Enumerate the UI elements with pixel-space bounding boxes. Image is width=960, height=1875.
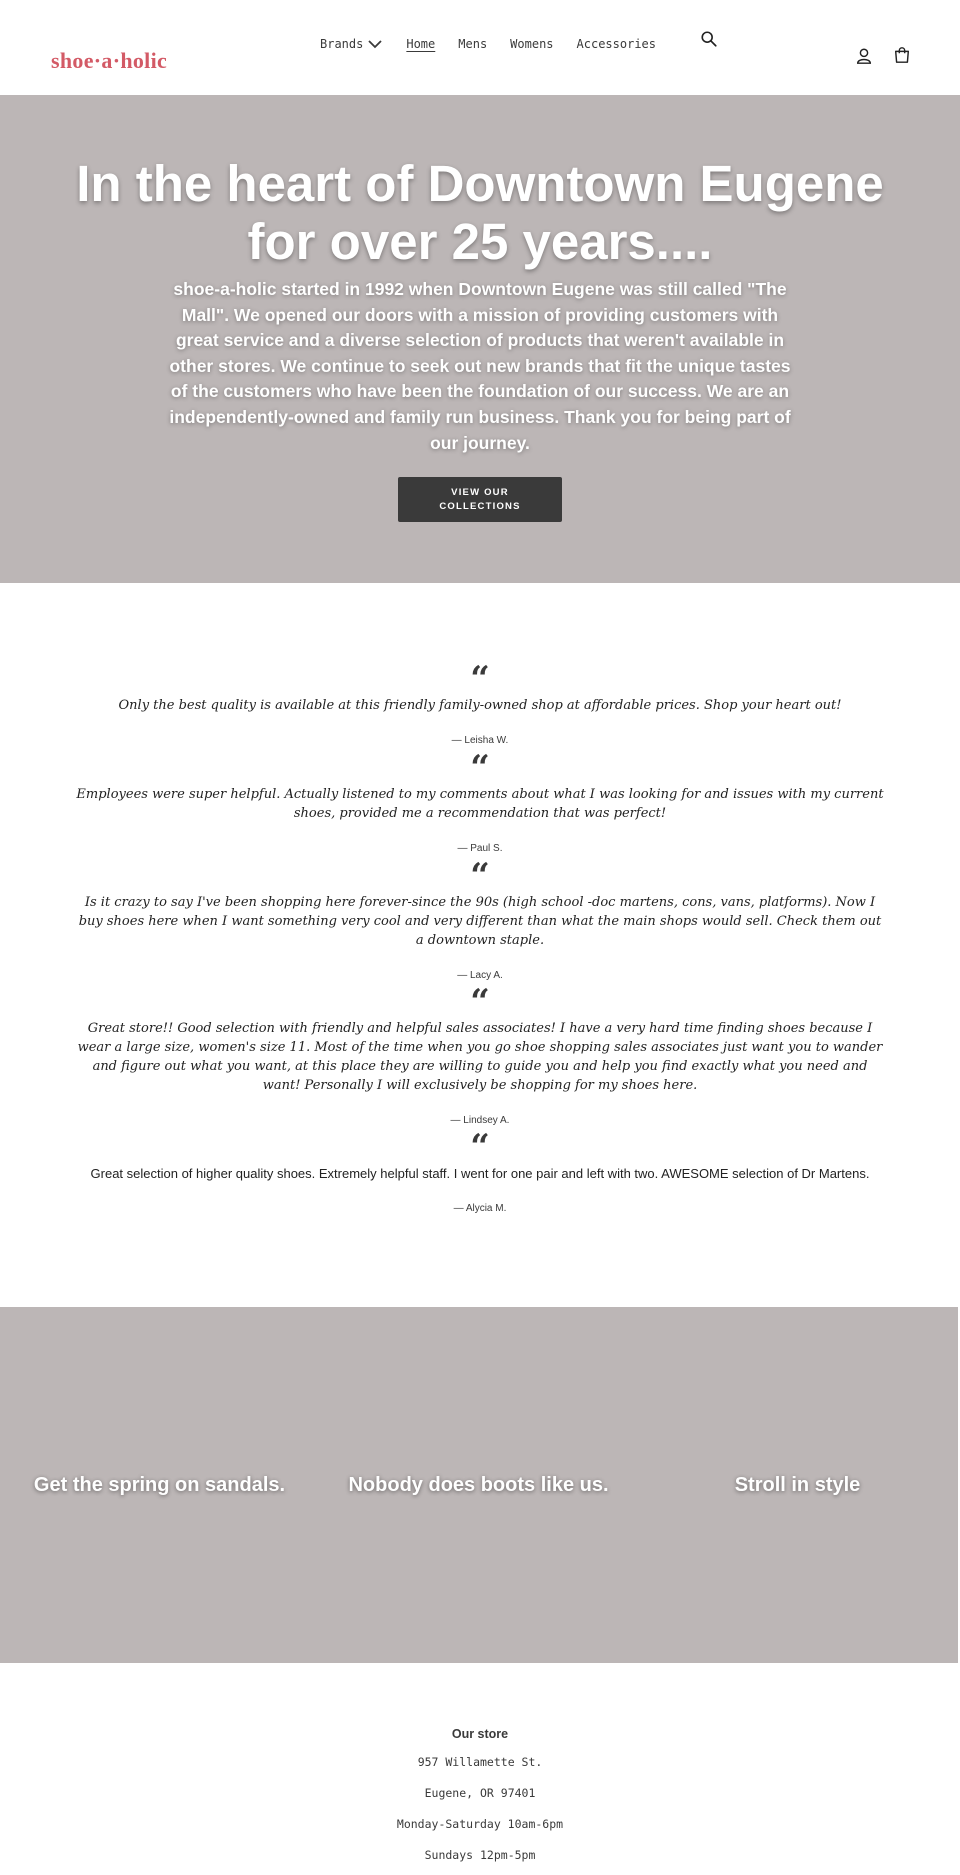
testimonial-text: Only the best quality is available at this friendly family-owned shop at affordable prices. Shop your heart out! [118, 698, 842, 713]
hero-text: shoe-a-holic started in 1992 when Downtown Eugene was still called "The Mall". We opened our doors with a mission of providing customers with great service and a diverse selection of products that weren't available in other stores. We continue to seek out new brands that fit the unique tastes of the customers who have been the foundation of our success. We are an independently-owned and family run business. Thank you for being part of our journey. [169, 279, 791, 453]
nav-item-label: Home [406, 37, 436, 51]
nav-item-label: Womens [510, 37, 554, 51]
main-nav [320, 36, 679, 52]
testimonial-author: — Lindsey A. [450, 1115, 510, 1126]
nav-item-home[interactable] [406, 36, 435, 52]
nav-item-label: Mens [458, 37, 488, 51]
collection-stroll[interactable] [638, 1307, 957, 1663]
hero-banner [0, 95, 960, 583]
nav-item-label: Brands [320, 37, 364, 51]
testimonial [75, 659, 885, 746]
hero-title: In the heart of Downtown Eugene for over 25 years.... [76, 155, 884, 270]
collection-label: Get the spring on sandals. [33, 1473, 286, 1496]
nav-item-womens[interactable] [510, 36, 553, 52]
testimonial-text: Great store!! Good selection with friendly and helpful sales associates! I have a very hard time finding shoes because I wear a large size, women's size 11. Most of the time when you go shoe shopping sales associates just want you to wander and figure out what you want, at this place they are willing to guide you and help you find exactly what you need and want! Personally I will exclusively be shopping for my shoes here. [77, 1021, 883, 1093]
testimonial [75, 982, 885, 1126]
site-header [0, 0, 960, 95]
chevron-down-icon [367, 36, 383, 52]
store-info [0, 1663, 960, 1875]
account-icon[interactable] [855, 47, 873, 65]
search-icon[interactable] [700, 30, 718, 48]
testimonial-author: — Alycia M. [453, 1203, 507, 1214]
testimonial-author: — Lacy A. [457, 970, 503, 981]
collection-sandals[interactable] [0, 1307, 319, 1663]
quote-icon: “ [470, 1127, 490, 1167]
store-title: Our store [451, 1727, 509, 1741]
testimonial-text: Employees were super helpful. Actually listened to my comments about what I was looking for and issues with my current shoes, provided me a recommendation that was perfect! [76, 787, 884, 821]
nav-item-mens[interactable] [458, 36, 487, 52]
quote-icon: “ [470, 748, 490, 788]
store-city: Eugene, OR 97401 [424, 1786, 536, 1800]
testimonials-section [0, 583, 960, 1307]
nav-item-label: Accessories [576, 37, 657, 51]
testimonial-author: — Leisha W. [451, 735, 509, 746]
cart-icon[interactable] [893, 46, 911, 64]
testimonial-text: Great selection of higher quality shoes. Extremely helpful staff. I went for one pair and left with two. AWESOME selection of Dr Martens. [90, 1166, 870, 1181]
testimonial [75, 856, 885, 981]
testimonial [75, 1127, 885, 1214]
collection-label: Stroll in style [734, 1473, 861, 1496]
nav-item-brands[interactable] [320, 36, 383, 52]
view-collections-button[interactable]: VIEW OUR COLLECTIONS [398, 477, 562, 522]
testimonial-author: — Paul S. [457, 843, 503, 854]
quote-icon: “ [470, 982, 490, 1022]
testimonial-text: Is it crazy to say I've been shopping here forever-since the 90s (high school -doc martens, cons, vans, platforms). Now I buy shoes here when I want something very cool and very different than what the main shops would sell. Check them out a downtown staple. [78, 895, 882, 948]
store-address: 957 Willamette St. [417, 1755, 543, 1769]
store-hours-weekday: Monday-Saturday 10am-6pm [396, 1817, 564, 1831]
collection-label: Nobody does boots like us. [348, 1473, 609, 1496]
collection-boots[interactable] [319, 1307, 638, 1663]
store-hours-sunday: Sundays 12pm-5pm [424, 1848, 536, 1862]
quote-icon: “ [470, 659, 490, 699]
testimonial [75, 748, 885, 854]
logo[interactable]: shoe·a·holic [51, 48, 168, 73]
quote-icon: “ [470, 856, 490, 896]
collections-grid [0, 1307, 958, 1663]
nav-item-accessories[interactable] [577, 36, 656, 52]
